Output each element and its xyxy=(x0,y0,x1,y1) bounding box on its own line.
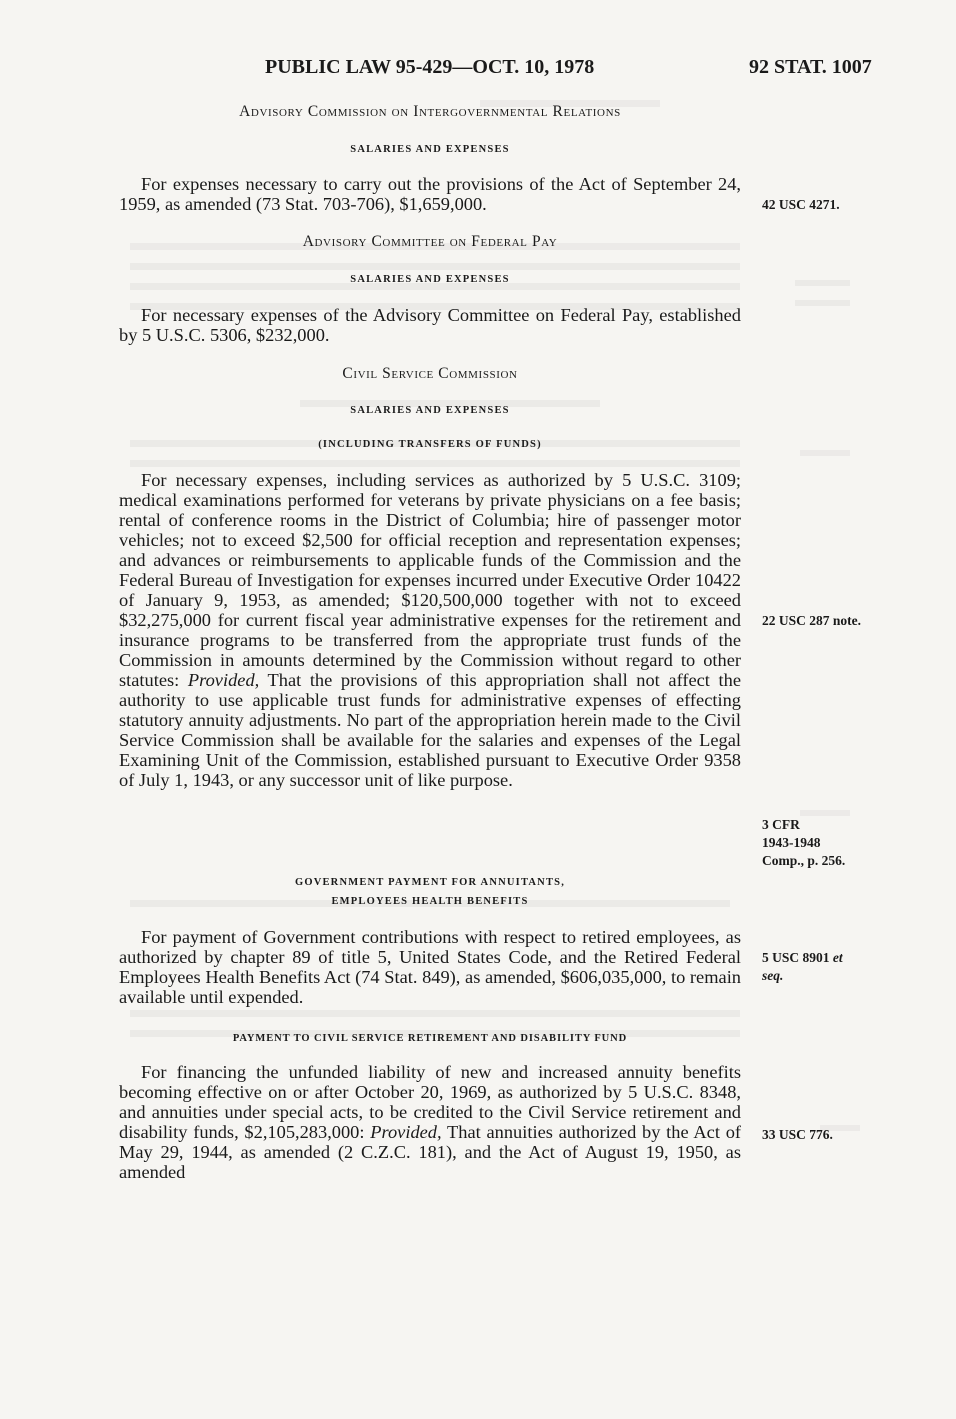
cscrdf-margin-note: 33 USC 776. xyxy=(762,1127,833,1142)
gpa-heading-line1: GOVERNMENT PAYMENT FOR ANNUITANTS, xyxy=(294,877,566,888)
cscrdf-text-a: For financing the unfunded liability of new and increased annuity benefits becoming effective on or after October 20, 1969, as authorized by 5 U.S.C. 8348, and annuities under special acts, to be credited to the Civil Service retirement and disability funds, $2,105,283,000: xyxy=(119,1062,741,1142)
csc-margin-note-years: 1943-1948 xyxy=(762,835,821,850)
acir-subheading: SALARIES AND EXPENSES xyxy=(350,144,510,155)
gpa-margin-note xyxy=(762,949,843,985)
cscrdf-heading: PAYMENT TO CIVIL SERVICE RETIREMENT AND DISABILITY FUND xyxy=(232,1033,628,1044)
page-header-title: PUBLIC LAW 95-429—OCT. 10, 1978 xyxy=(265,56,595,78)
gpa-text: For payment of Government contributions with respect to retired employees, as authorized by chapter 89 of title 5, United States Code, and the Retired Federal Employees Health Benefits Act (74 Stat. 849), as amended, $606,035,000, to remain available until expended. xyxy=(119,927,741,1007)
csc-subheading-transfers: (INCLUDING TRANSFERS OF FUNDS) xyxy=(318,439,542,450)
csc-subheading: SALARIES AND EXPENSES xyxy=(350,405,510,416)
acfp-text: For necessary expenses of the Advisory Committee on Federal Pay, established by 5 U.S.C. 5306, $232,000. xyxy=(119,305,741,345)
csc-text-b: That the provisions of this appropriation shall not affect the authority to use applicable trust funds for administrative expenses of effecting statutory annuity adjustments. No part of the appropriation herein made to the Civil Service Commission shall be available for the salaries and expenses of the Legal Examining Unit of the Commission, established pursuant to Executive Order 9358 of July 1, 1943, or any successor unit of like purpose. xyxy=(119,670,741,790)
cscrdf-proviso: Provided, xyxy=(370,1122,442,1142)
acir-paragraph xyxy=(119,174,741,214)
cscrdf-paragraph xyxy=(119,1062,741,1182)
cscrdf-text-b: That annuities authorized by the Act of May 29, 1944, as amended (2 C.Z.C. 181), and the Act of August 19, 1950, as amended xyxy=(119,1122,742,1182)
csc-margin-note-cfr: 3 CFR xyxy=(762,817,800,832)
csc-proviso: Provided, xyxy=(187,670,260,690)
csc-text-a: For necessary expenses, including services as authorized by 5 U.S.C. 3109; medical examinations performed for veterans by private physicians on a fee basis; rental of conference rooms in the District of Columbia; hire of passenger motor vehicles; not to exceed $2,500 for official reception and representation expenses; and advances or reimbursements to applicable funds of the Commission and the Federal Bureau of Investigation for expenses incurred under Executive Order 10422 of January 9, 1953, as amended; $120,500,000 together with not to exceed $32,275,000 for current fiscal year administrative expenses for the retirement and insurance programs to be transferred from the appropriate trust funds of the Commission in amounts determined by the Commission without regard to other statutes: xyxy=(119,470,741,690)
gpa-margin-note-usc: 5 USC 8901 xyxy=(762,950,830,965)
csc-margin-note-usc: 22 USC 287 note. xyxy=(762,613,862,628)
page-header-stat: 92 STAT. 1007 xyxy=(749,56,872,78)
gpa-paragraph xyxy=(119,927,741,1007)
gpa-heading-line2: EMPLOYEES HEALTH BENEFITS xyxy=(331,896,529,907)
gpa-margin-note-seq: seq. xyxy=(762,968,784,983)
acfp-heading: Advisory Committee on Federal Pay xyxy=(302,233,558,250)
acfp-subheading: SALARIES AND EXPENSES xyxy=(350,274,510,285)
acir-heading: Advisory Commission on Intergovernmental Relations xyxy=(239,103,621,120)
csc-heading: Civil Service Commission xyxy=(342,365,518,382)
csc-margin-note-comp: Comp., p. 256. xyxy=(762,853,846,868)
acfp-paragraph xyxy=(119,305,741,345)
csc-paragraph xyxy=(119,470,741,790)
gpa-margin-note-et: et xyxy=(832,950,843,965)
acir-text: For expenses necessary to carry out the provisions of the Act of September 24, 1959, as amended (73 Stat. 703-706), $1,659,000. xyxy=(119,174,741,214)
acir-margin-note: 42 USC 4271. xyxy=(762,197,840,212)
